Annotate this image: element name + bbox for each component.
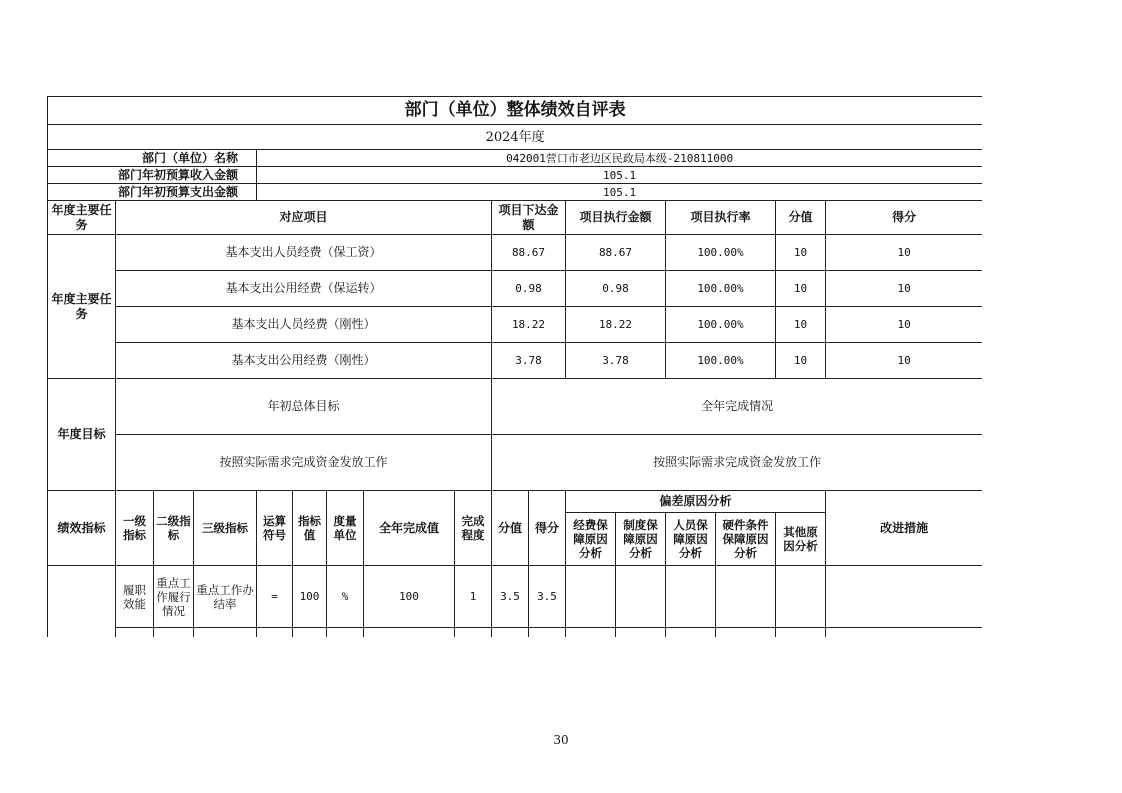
task-budget: 88.67 [492,235,566,271]
tasks-header-task: 年度主要任务 [48,201,116,235]
task-score-val: 10 [776,343,826,379]
goal-target-text: 按照实际需求完成资金发放工作 [116,435,492,491]
ind-header-deviation: 偏差原因分析 [566,491,826,513]
tasks-header-exec: 项目执行金额 [566,201,666,235]
ind-header-score-val: 分值 [492,491,529,566]
evaluation-table [47,96,982,637]
ind-level1: 履职效能 [116,566,154,628]
ind-unit: % [327,566,364,628]
task-exec: 18.22 [566,307,666,343]
ind-header-degree: 完成程度 [455,491,492,566]
task-item: 基本支出公用经费（刚性） [116,343,492,379]
title-row [48,97,983,125]
task-exec: 0.98 [566,271,666,307]
goal-done-header: 全年完成情况 [492,379,983,435]
ind-dev-funds [566,566,616,628]
ind-op: = [257,566,293,628]
income-value: 105.1 [257,167,983,184]
ind-level2: 重点工作履行情况 [154,566,194,628]
task-score-val: 10 [776,235,826,271]
task-score-val: 10 [776,307,826,343]
task-item: 基本支出公用经费（保运转） [116,271,492,307]
task-score-val: 10 [776,271,826,307]
ind-header-score: 得分 [529,491,566,566]
ind-dev-staff [666,566,716,628]
task-row [48,235,983,271]
goal-target-header: 年初总体目标 [116,379,492,435]
tasks-header-score-val: 分值 [776,201,826,235]
ind-header-dev-staff: 人员保障原因分析 [666,513,716,566]
fiscal-year: 2024年度 [48,125,983,150]
ind-header-dev-funds: 经费保障原因分析 [566,513,616,566]
ind-score-val: 3.5 [492,566,529,628]
task-item: 基本支出人员经费（刚性） [116,307,492,343]
task-item: 基本支出人员经费（保工资） [116,235,492,271]
page-number: 30 [553,733,569,747]
tasks-header-row [48,201,983,235]
ind-header-level3: 三级指标 [194,491,257,566]
task-rate: 100.00% [666,307,776,343]
goal-header-row [48,379,983,435]
task-rate: 100.00% [666,271,776,307]
tasks-header-budget: 项目下达金额 [492,201,566,235]
task-row [48,307,983,343]
ind-header-dev-other: 其他原因分析 [776,513,826,566]
task-exec: 3.78 [566,343,666,379]
indicator-header-row-1 [48,491,983,513]
task-rate: 100.00% [666,235,776,271]
ind-level3: 重点工作办结率 [194,566,257,628]
task-score: 10 [826,271,983,307]
dept-label: 部门（单位）名称 [48,150,257,167]
task-row [48,271,983,307]
task-score: 10 [826,235,983,271]
ind-header-dev-system: 制度保障原因分析 [616,513,666,566]
task-score: 10 [826,307,983,343]
goal-label: 年度目标 [48,379,116,491]
task-budget: 18.22 [492,307,566,343]
tasks-header-rate: 项目执行率 [666,201,776,235]
ind-header-actual: 全年完成值 [364,491,455,566]
ind-header-dev-hardware: 硬件条件保障原因分析 [716,513,776,566]
ind-header-level1: 一级指标 [116,491,154,566]
tasks-section-label: 年度主要任务 [48,235,116,379]
task-score: 10 [826,343,983,379]
ind-actual: 100 [364,566,455,628]
ind-header-level2: 二级指标 [154,491,194,566]
dept-row [48,150,983,167]
tasks-header-score: 得分 [826,201,983,235]
goal-done-text: 按照实际需求完成资金发放工作 [492,435,983,491]
ind-dev-other [776,566,826,628]
page-title: 部门（单位）整体绩效自评表 [48,97,983,125]
dept-value: 042001营口市老边区民政局本级-210811000 [257,150,983,167]
ind-header-improve: 改进措施 [826,491,983,566]
ind-dev-hardware [716,566,776,628]
expense-row [48,184,983,201]
task-exec: 88.67 [566,235,666,271]
tasks-header-item: 对应项目 [116,201,492,235]
ind-dev-system [616,566,666,628]
ind-score: 3.5 [529,566,566,628]
income-label: 部门年初预算收入金额 [48,167,257,184]
indicator-row [48,566,983,628]
goal-content-row [48,435,983,491]
task-budget: 0.98 [492,271,566,307]
income-row [48,167,983,184]
ind-degree: 1 [455,566,492,628]
task-rate: 100.00% [666,343,776,379]
ind-target: 100 [293,566,327,628]
indicator-row-continued [48,628,983,638]
year-row [48,125,983,150]
evaluation-sheet [47,96,982,637]
task-budget: 3.78 [492,343,566,379]
task-row [48,343,983,379]
expense-value: 105.1 [257,184,983,201]
expense-label: 部门年初预算支出金额 [48,184,257,201]
ind-improve [826,566,983,628]
ind-header-op: 运算符号 [257,491,293,566]
ind-header-target: 指标值 [293,491,327,566]
ind-label-cell [48,566,116,638]
ind-header-label: 绩效指标 [48,491,116,566]
ind-header-unit: 度量单位 [327,491,364,566]
